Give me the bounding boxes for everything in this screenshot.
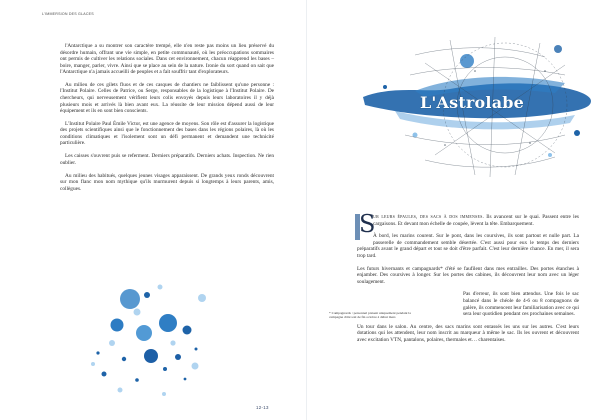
left-paragraph: Au milieu des habitués, quelques jeunes visages apparaissent. De grands yeux ronds découvrent sur mon flanc mon nom mythique qu'ils murmurent depuis si longtemps à leurs parents, amis, collègues.	[60, 172, 274, 192]
dropcap-block	[355, 210, 376, 240]
right-page	[307, 0, 614, 420]
left-paragraph: Au milieu de ces gilets fluos et de ces casques de chantiers ne faiblissent qu'une personne : l'Institut Polaire. Celles de Patrice, ou Serge, responsables de la logistique à l'Institut Polaire. De chercheurs, qui nerveusement vérifient leurs colis envoyés depuis leurs laboratoires il y déjà plusieurs mois et arrivés là bien avant eux. La réussite de leur mission dépend aussi de leur équipement et ils en sont bien conscients.	[60, 81, 274, 115]
right-body-text	[357, 210, 579, 350]
opening-paragraph	[357, 210, 579, 238]
left-paragraph: Les caisses s'ouvrent puis se referment. Derniers préparatifs. Derniers achats. Inspection. Ne rien oublier.	[60, 153, 274, 166]
watercolor-splash-illustration	[0, 270, 306, 420]
page-folio: 12-13	[256, 405, 269, 410]
footnote-sidenote: * Campagnards : personnel présent uniquement pendant la campagne d'été soit de fin octobre à début mars	[329, 311, 411, 320]
right-paragraph: Un tour dans le salon. Au centre, des sacs marins sont entassés les uns sur les autres. C'est leurs dotations qui les attendent, leur nom inscrit au marqueur à même le sac. Ils les ouvrent et découvrent avec excitation VTN, pantalons, polaires, thermales et… charentaises.	[357, 323, 579, 343]
lead-in-text: ur leurs épaules, des sacs à dos immenses.	[373, 214, 485, 220]
right-paragraph: Les futurs hivernants et campagnards* d'été se faufilent dans mes entrailles. Des portes étanches à enjamber. Des coursives à longer. Sur les portes des cabines, ils découvrent leur nom avec un léger soulagement.	[357, 265, 579, 285]
right-paragraph: À bord, les marins courent. Sur le pont, dans les coursives, ils sont partout et nulle part. La passerelle de commandement semble désertée. C'est aussi pour eux le temps des derniers préparatifs avant le grand départ et tout se doit d'être parfait. C'est leur dernière chance. En mer, il sera trop tard.	[357, 233, 579, 259]
opening-paragraph-rest: Ils avancent sur le quai. Passent entre les cargaisons. Et devant mon échelle de coupée, lèvent la tête. Embarquement.	[373, 214, 579, 227]
chapter-title: L'Astrolabe	[419, 92, 525, 112]
left-paragraph: L'Institut Polaire Paul Émile Victor, est une agence de moyens. Son rôle est d'assurer la logistique des projets scientifiques ainsi que le fonctionnement des bases dans les régions polaires, là où les conditions climatiques et l'isolement sont un défi permanent et demandent une technicité particulière.	[60, 120, 274, 147]
running-head: L'IMMERSION DES GLACES	[42, 12, 94, 16]
left-body-text	[60, 43, 274, 198]
dropcap-letter: S	[359, 210, 376, 238]
narrow-paragraph: Pas d'erreur, ils sont bien attendus. Une fois le sac balancé dans le chéole de 4-6 ou 8 compagnons de galère, ils commencent leur familiarisation avec ce qui sera leur quotidien pendant ces prochaines semaines.	[463, 291, 579, 318]
left-paragraph: l'Antarctique a su montrer son caractère trempé, elle n'en reste pas moins un lieu préservé du désordre humain, offrant une vie simple, en petite communauté, où les préoccupations sommaires ont permis de cultiver les relations sociales. Dans cet environnement, chacun réapprend les bases – boire, manger, parler, vivre. Ainsi que se place au sein de la nature. Ironie du sort quand on sait que l'Antarctique n'a jamais accueilli de peuples et a fait souffrir tant d'explorateurs.	[60, 43, 274, 76]
